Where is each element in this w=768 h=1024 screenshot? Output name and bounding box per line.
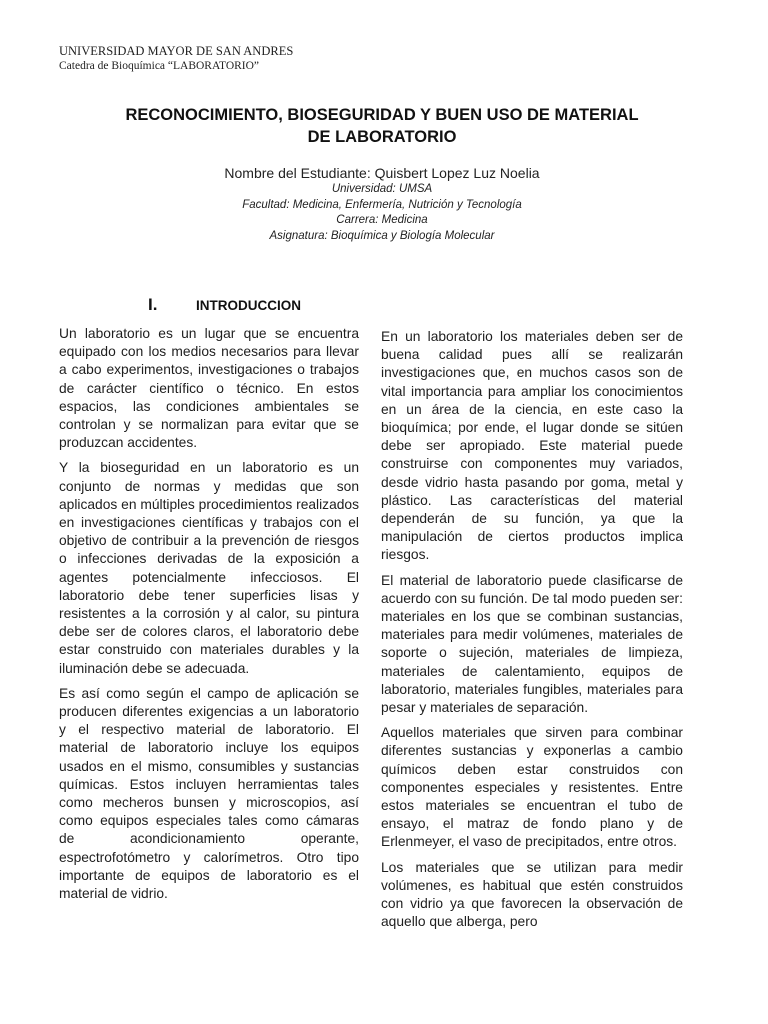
author-affiliations xyxy=(60,182,704,244)
paragraph: Un laboratorio es un lugar que se encuentra equipado con los medios necesarios para llevar a cabo experimentos, investigaciones o trabajos de carácter científico o técnico. En estos espacios, las condiciones ambientales se controlan y se normalizan para evitar que se produzcan accidentes. xyxy=(59,326,359,451)
paper-title xyxy=(60,104,704,148)
department-name: Catedra de Bioquímica “LABORATORIO” xyxy=(59,60,260,72)
author-name: Nombre del Estudiante: Quisbert Lopez Luz Noelia xyxy=(224,165,540,181)
paragraph: Es así como según el campo de aplicación se producen diferentes exigencias a un laboratorio y el respectivo material de laboratorio. El material de laboratorio incluye los equipos usados en el mismo, consumibles y sustancias químicas. Estos incluyen herramientas tales como mecheros bunsen y microscopios, así como equipos especiales tales como cámaras de acondicionamiento operante, espectrofotómetro y calorímetros. Otro tipo importante de equipos de laboratorio es el material de vidrio. xyxy=(59,685,359,902)
paragraph: Los materiales que se utilizan para medir volúmenes, es habitual que estén construidos con vidrio ya que favorecen la observación de aquello que alberga, pero xyxy=(381,859,683,930)
paragraph: Y la bioseguridad en un laboratorio es un conjunto de normas y medidas que son aplicados en múltiples procedimientos realizados en investigaciones científicas y trabajos con el objetivo de contribuir a la prevención de riesgos o infecciones derivadas de la exposición a agentes potencialmente infecciosos. El laboratorio debe tener superficies lisas y resistentes a la corrosión y al calor, su pintura debe ser de colores claros, el laboratorio debe estar construido con materiales durables y la iluminación debe se adecuada. xyxy=(59,460,359,676)
paragraph: Aquellos materiales que sirven para combinar diferentes sustancias y exponerlas a cambio químicos deben estar construidos con componentes especiales y resistentes. Entre estos materiales se encuentran el tubo de ensayo, el matraz de fondo plano y de Erlenmeyer, el vaso de precipitados, entre otros. xyxy=(381,725,683,850)
university-name: UNIVERSIDAD MAYOR DE SAN ANDRES xyxy=(59,44,294,58)
section-title: INTRODUCCION xyxy=(196,298,301,313)
affiliation-faculty: Facultad: Medicina, Enfermería, Nutrición y Tecnología xyxy=(242,198,522,211)
page-header xyxy=(59,44,293,74)
section-heading xyxy=(148,295,301,315)
section-number: I. xyxy=(148,295,158,314)
affiliation-university: Universidad: UMSA xyxy=(331,183,433,195)
left-column xyxy=(59,325,359,910)
affiliation-career: Carrera: Medicina xyxy=(336,214,428,226)
right-column xyxy=(381,328,683,939)
affiliation-subject: Asignatura: Bioquímica y Biología Molecular xyxy=(269,229,495,242)
paragraph: El material de laboratorio puede clasificarse de acuerdo con su función. De tal modo pueden ser: materiales en los que se combinan sustancias, materiales para medir volúmenes, materiales de soporte o sujeción, materiales de limpieza, materiales de calentamiento, equipos de laboratorio, materiales fungibles, materiales para pesar y materiales de separación. xyxy=(381,572,683,716)
title-line-2: DE LABORATORIO xyxy=(307,128,457,146)
paragraph: En un laboratorio los materiales deben ser de buena calidad pues allí se realizarán investigaciones que, en muchos casos son de vital importancia para ampliar los conocimientos en un área de la ciencia, en este caso la bioquímica; por ende, el lugar donde se sitúen debe ser apropiado. Este material puede construirse con componentes muy variados, desde vidrio hasta pasando por goma, metal y plástico. Las características del material dependerán de su función, ya que la manipulación de ciertos productos implica riesgos. xyxy=(381,329,683,563)
title-line-1: RECONOCIMIENTO, BIOSEGURIDAD Y BUEN USO DE MATERIAL xyxy=(125,106,639,124)
